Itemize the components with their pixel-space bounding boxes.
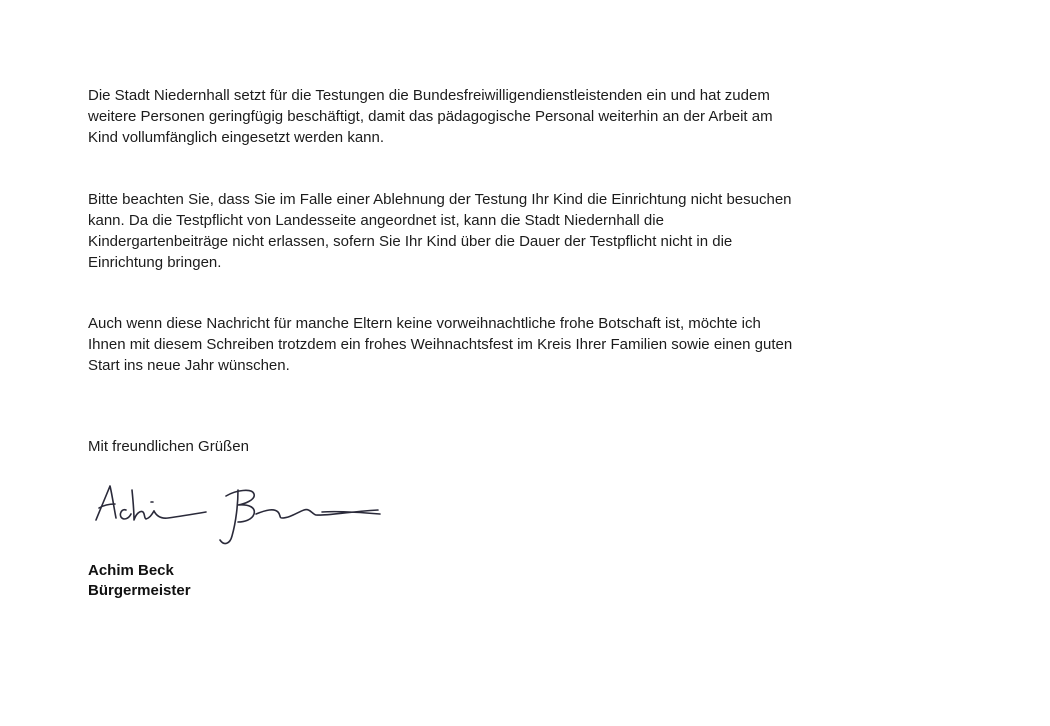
letter-paragraph-greetings: Auch wenn diese Nachricht für manche Eltern keine vorweihnachtliche frohe Botschaft ist, möchte ich Ihnen mit diesem Schreiben trotzdem ein frohes Weihnachtsfest im Kreis Ihrer Familien sowie einen guten Start ins neue Jahr wünschen.	[88, 315, 793, 374]
signer-name: Achim Beck	[88, 562, 174, 579]
letter-paragraph-refusal: Bitte beachten Sie, dass Sie im Falle einer Ablehnung der Testung Ihr Kind die Einrichtung nicht besuchen kann. Da die Testpflicht von Landesseite angeordnet ist, kann die Stadt Niedernhall die Kindergartenbeiträge nicht erlassen, sofern Sie Ihr Kind über die Dauer der Testpflicht nicht in die Einrichtung bringen.	[88, 191, 792, 271]
handwritten-signature	[86, 474, 386, 554]
letter-paragraph-testing: Die Stadt Niedernhall setzt für die Testungen die Bundesfreiwilligendienstleistenden ein und hat zudem weitere Personen geringfügig beschäftigt, damit das pädagogische Personal weiterhin an der Arbeit am Kind vollumfänglich eingesetzt werden kann.	[88, 87, 773, 146]
signer-title: Bürgermeister	[88, 582, 191, 599]
closing-salutation: Mit freundlichen Grüßen	[88, 438, 249, 455]
